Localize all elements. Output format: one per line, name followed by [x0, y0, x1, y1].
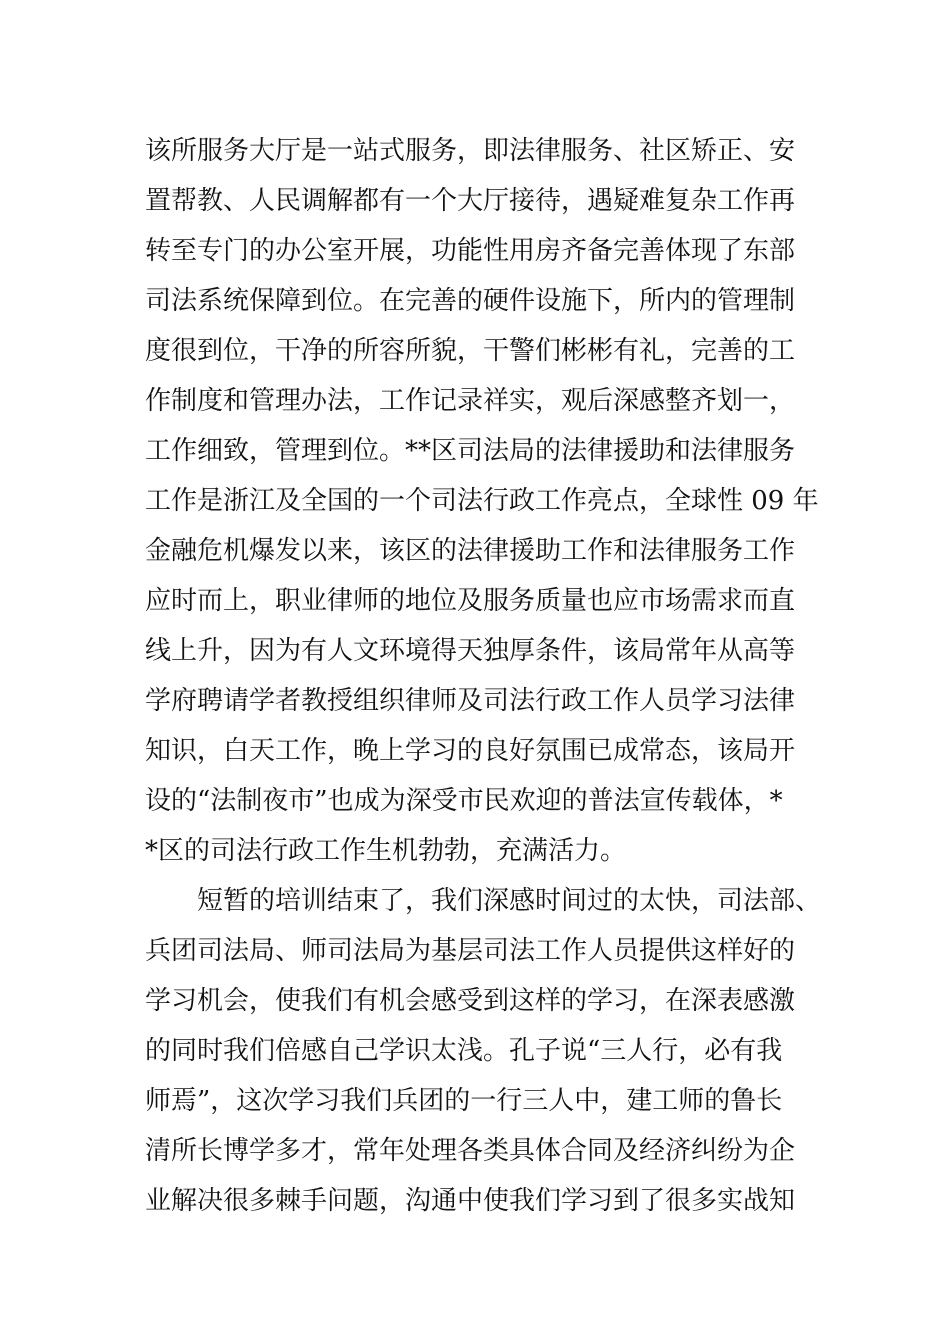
- text-line: *区的司法行政工作生机勃勃，充满活力。: [145, 836, 627, 866]
- text-line: 师焉”，这次学习我们兵团的一行三人中，建工师的鲁长: [145, 1086, 783, 1116]
- text-line: 学府聘请学者教授组织律师及司法行政工作人员学习法律: [145, 686, 796, 716]
- text-line: 金融危机爆发以来，该区的法律援助工作和法律服务工作: [145, 536, 796, 566]
- text-line: 作制度和管理办法，工作记录祥实，观后深感整齐划一，: [145, 386, 796, 416]
- text-line: 学习机会，使我们有机会感受到这样的学习，在深表感激: [145, 986, 796, 1016]
- text-line: 设的“法制夜市”也成为深受市民欢迎的普法宣传载体，*: [145, 786, 783, 816]
- text-line: 司法系统保障到位。在完善的硬件设施下，所内的管理制: [145, 286, 796, 316]
- text-line: 业解决很多棘手问题，沟通中使我们学习到了很多实战知: [145, 1186, 796, 1216]
- body-text: [145, 126, 825, 1226]
- text-line: 知识，白天工作，晚上学习的良好氛围已成常态，该局开: [145, 736, 796, 766]
- text-line: 清所长博学多才，常年处理各类具体合同及经济纠纷为企: [145, 1136, 796, 1166]
- paragraph-start-line: 短暂的培训结束了，我们深感时间过的太快，司法部、: [197, 886, 822, 916]
- text-line: 的同时我们倍感自己学识太浅。孔子说“三人行，必有我: [145, 1036, 783, 1066]
- text-line: 工作细致，管理到位。**区司法局的法律援助和法律服务: [145, 436, 796, 466]
- text-line: 应时而上，职业律师的地位及服务质量也应市场需求而直: [145, 586, 796, 616]
- text-line: 工作是浙江及全国的一个司法行政工作亮点，全球性 09 年: [145, 486, 819, 516]
- text-line: 度很到位，干净的所容所貌，干警们彬彬有礼，完善的工: [145, 336, 796, 366]
- text-line: 置帮教、人民调解都有一个大厅接待，遇疑难复杂工作再: [145, 186, 796, 216]
- text-line: 线上升，因为有人文环境得天独厚条件，该局常年从高等: [145, 636, 796, 666]
- text-line: 兵团司法局、师司法局为基层司法工作人员提供这样好的: [145, 936, 796, 966]
- text-line: 转至专门的办公室开展，功能性用房齐备完善体现了东部: [145, 236, 796, 266]
- text-line: 该所服务大厅是一站式服务，即法律服务、社区矫正、安: [145, 136, 796, 166]
